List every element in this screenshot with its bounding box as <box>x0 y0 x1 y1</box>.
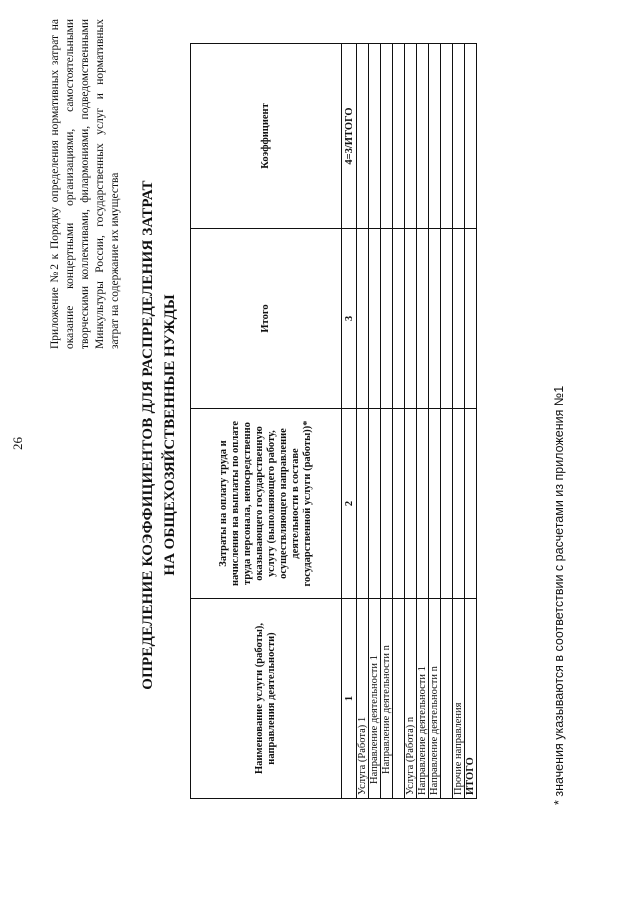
page-number: 26 <box>10 437 25 450</box>
table-row <box>429 44 441 799</box>
table-row <box>405 44 417 799</box>
header-total: Итого <box>191 229 342 409</box>
table-total-row <box>465 44 477 799</box>
table-row <box>453 44 465 799</box>
table-row <box>369 44 381 799</box>
table-row <box>357 44 369 799</box>
row-label <box>393 599 405 799</box>
row-label: Направление деятельности n <box>429 599 441 799</box>
table-row <box>393 44 405 799</box>
appendix-note: Приложение №2 к Порядку определения нормативных затрат на оказание концертными организациями, самостоятельными творческими коллективами, филармониями, подведомственными Минкультуры России, государственных услуг и нормативных затрат на содержание их имущества <box>49 19 121 349</box>
column-number: 4=3/ИТОГО <box>342 44 357 229</box>
document-title: ОПРЕДЕЛЕНИЕ КОЭФФИЦИЕНТОВ ДЛЯ РАСПРЕДЕЛЕНИЯ ЗАТРАТ <box>140 180 156 690</box>
column-number: 1 <box>342 599 357 799</box>
row-label <box>441 599 453 799</box>
row-label: Услуга (Работа) n <box>405 599 417 799</box>
table-header-row <box>191 44 342 799</box>
column-number: 2 <box>342 409 357 599</box>
row-label: Услуга (Работа) 1 <box>357 599 369 799</box>
coefficients-table <box>190 43 477 799</box>
row-label: Прочие направления <box>453 599 465 799</box>
header-labor-costs: Затраты на оплату труда и начисления на выплаты по оплате труда персонала, непосредственно оказывающего государственную услугу (выполняющего работу, осуществляющего направление деятельности в составе государственной услуги (работы))* <box>191 409 342 599</box>
document-subtitle: НА ОБЩЕХОЗЯЙСТВЕННЫЕ НУЖДЫ <box>162 294 178 576</box>
row-label: Направление деятельности 1 <box>417 599 429 799</box>
row-label: Направление деятельности n <box>381 599 393 799</box>
header-service-name: Наименование услуги (работы), направления деятельности) <box>191 599 342 799</box>
row-label: ИТОГО <box>465 599 477 799</box>
header-coefficient: Коэффициент <box>191 44 342 229</box>
footnote: * значения указываются в соответствии с расчетами из приложения №1 <box>552 385 566 805</box>
column-number: 3 <box>342 229 357 409</box>
row-label: Направление деятельности 1 <box>369 599 381 799</box>
table-row <box>441 44 453 799</box>
column-number-row <box>342 44 357 799</box>
table-row <box>417 44 429 799</box>
table-row <box>381 44 393 799</box>
